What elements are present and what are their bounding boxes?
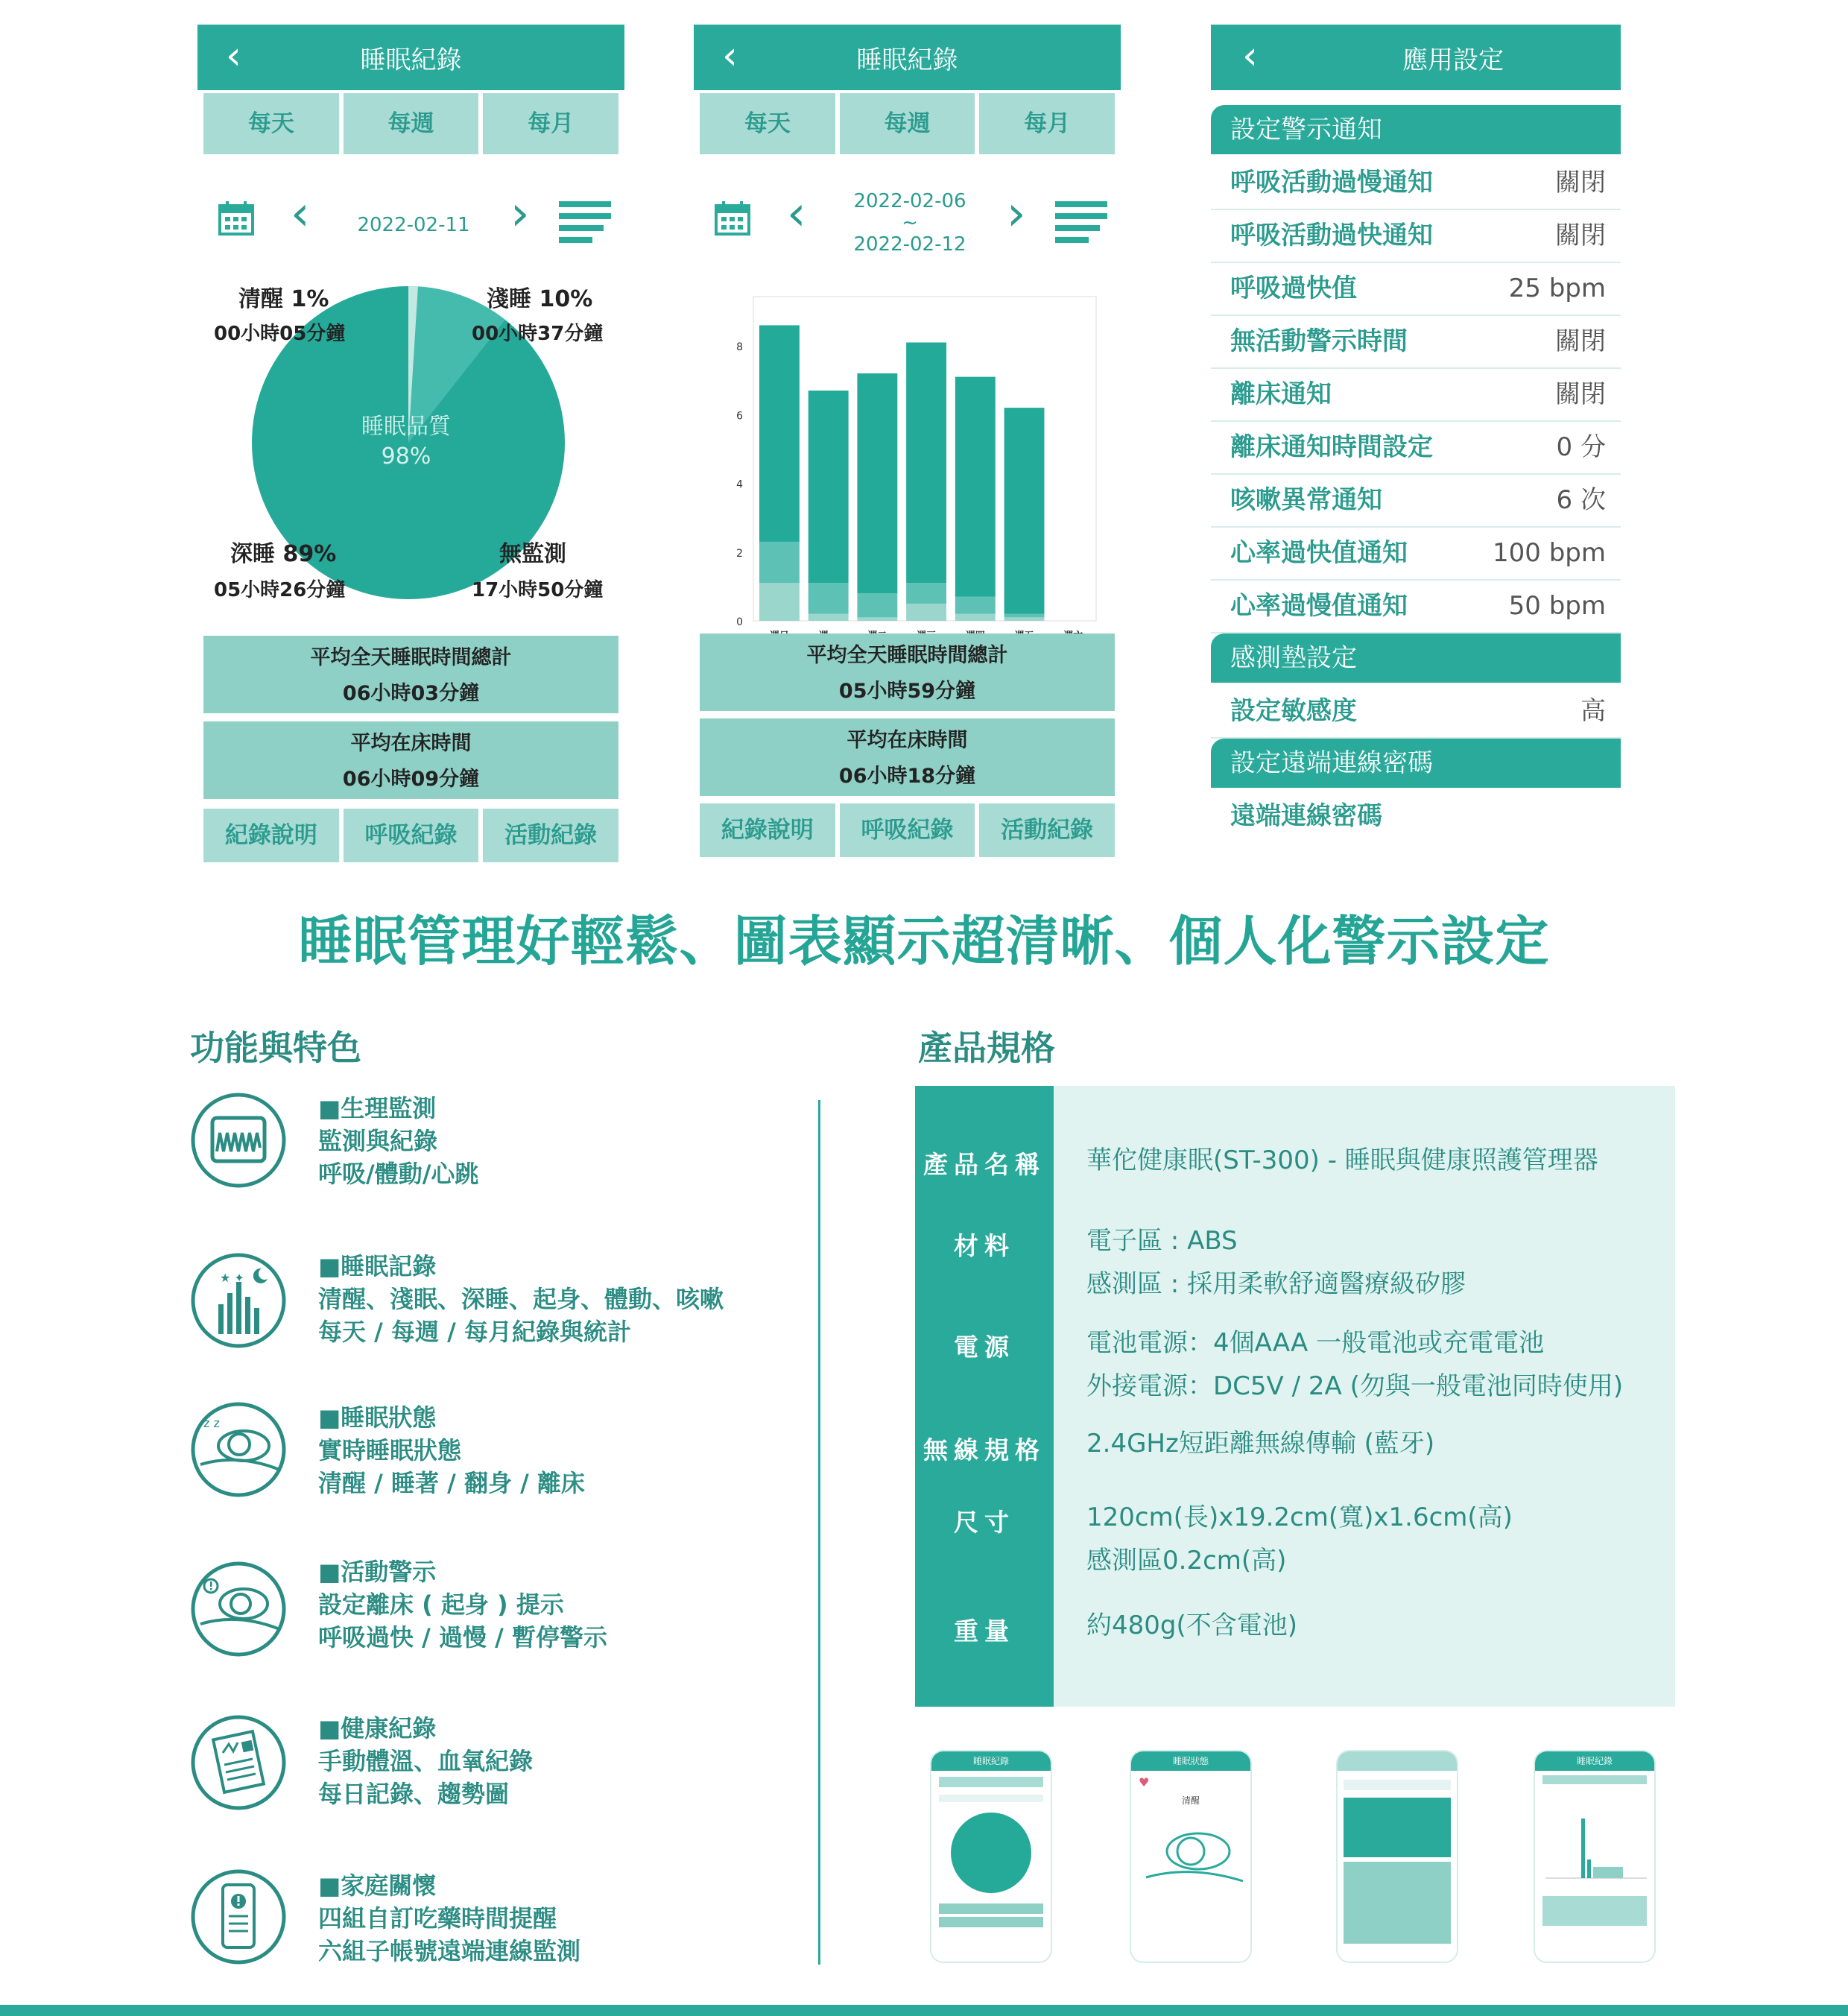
waveform-monitor-icon [190, 1092, 287, 1189]
tab-activity-record[interactable]: 活動紀錄 [979, 803, 1115, 857]
spec-line: 電池電源：4個AAA 一般電池或充電電池 [1086, 1328, 1545, 1358]
bar-segment [906, 583, 946, 604]
date-range [820, 189, 999, 256]
bar-segment [955, 614, 996, 621]
tab-daily[interactable]: 每天 [203, 93, 339, 154]
y-tick-label: 0 [736, 616, 743, 628]
status-text: 清醒 [1181, 1795, 1200, 1806]
avg-sleep-value: 05小時59分鐘 [838, 680, 976, 703]
setting-row[interactable] [1211, 315, 1621, 369]
date-to: 2022-02-12 [853, 233, 966, 256]
feature-line: 呼吸/體動/心跳 [318, 1160, 479, 1188]
spec-value [1086, 1422, 1434, 1465]
spec-label: 重量 [954, 1617, 1015, 1646]
svg-text:z z: z z [203, 1416, 220, 1430]
list-menu-icon[interactable] [559, 200, 611, 244]
setting-label: 咳嗽異常通知 [1230, 485, 1382, 515]
no-monitor-time: 17小時50分鐘 [472, 579, 604, 601]
bar-segment [808, 614, 849, 621]
app-settings-screen [1211, 25, 1621, 863]
bar-segment [857, 373, 897, 593]
thumbnail-title [1338, 1751, 1457, 1771]
thumbnail-sleep-record [931, 1751, 1051, 1962]
setting-value: 50 bpm [1508, 591, 1606, 621]
feature-line: 六組子帳號遠端連線監測 [318, 1937, 581, 1965]
setting-label: 離床通知時間設定 [1230, 432, 1433, 462]
avg-sleep-panel [700, 633, 1115, 711]
sleeping-person-illustration [1131, 1807, 1250, 1911]
phone-alert-icon [190, 1868, 287, 1965]
avg-sleep-title: 平均全天睡眠時間總計 [310, 646, 512, 669]
avg-sleep-title: 平均全天睡眠時間總計 [806, 644, 1008, 667]
title-bar [197, 25, 624, 90]
setting-value: 關閉 [1555, 326, 1606, 356]
thumbnail-title: 睡眠紀錄 [1535, 1751, 1654, 1771]
feature-item [318, 1401, 585, 1500]
setting-label: 設定敏感度 [1230, 696, 1357, 726]
awake-time: 00小時05分鐘 [214, 323, 346, 345]
feature-line: 設定離床 ( 起身 ) 提示 [318, 1590, 564, 1619]
setting-value: 100 bpm [1493, 538, 1606, 568]
light-label: 淺睡 10% [487, 286, 593, 312]
bar-segment [1004, 408, 1045, 614]
spec-value [1086, 1604, 1297, 1647]
bar-segment [808, 583, 849, 614]
bar-segment [1004, 614, 1045, 618]
thumbnail-breathing-chart [1535, 1751, 1654, 1962]
section-divider [818, 1100, 820, 1965]
setting-row[interactable] [1211, 685, 1621, 739]
feature-line: 監測與紀錄 [318, 1127, 438, 1155]
tab-activity-record[interactable]: 活動紀錄 [483, 809, 618, 862]
spec-line: 約480g(不含電池) [1086, 1611, 1298, 1640]
heart-icon: ♥ [1139, 1775, 1150, 1789]
headline: 睡眠管理好輕鬆、圖表顯示超清晰、個人化警示設定 [298, 910, 1550, 973]
feature-item [318, 1712, 533, 1810]
section-alert-settings: 設定警示通知 [1211, 105, 1621, 154]
setting-value: 高 [1580, 696, 1606, 726]
weekly-sleep-bar-chart [716, 282, 1104, 647]
section-sensor-pad-settings: 感測墊設定 [1211, 633, 1621, 683]
spec-line: 華佗健康眠(ST-300) - 睡眠與健康照護管理器 [1086, 1146, 1598, 1175]
feature-heading: ■睡眠記錄 [318, 1252, 437, 1280]
bar-segment [759, 325, 800, 542]
sleep-record-daily-screen [197, 25, 624, 863]
feature-line: 每天 / 每週 / 每月紀錄與統計 [318, 1318, 631, 1346]
list-menu-icon[interactable] [1055, 200, 1107, 244]
bar-segment [759, 542, 800, 583]
deep-time: 05小時26分鐘 [214, 579, 346, 601]
avg-sleep-value: 06小時03分鐘 [342, 682, 480, 705]
feature-line: 四組自訂吃藥時間提醒 [318, 1904, 557, 1933]
bar-segment [759, 583, 800, 621]
bar-segment [955, 597, 996, 614]
thumbnail-title: 睡眠紀錄 [931, 1751, 1051, 1771]
avg-bed-title: 平均在床時間 [350, 732, 472, 755]
avg-bed-panel [203, 721, 618, 799]
no-monitor-label: 無監測 [499, 541, 566, 567]
spec-value [1086, 1139, 1598, 1182]
setting-value: 25 bpm [1508, 274, 1606, 303]
setting-row[interactable] [1211, 421, 1621, 475]
setting-row[interactable] [1211, 368, 1621, 422]
bar-segment [906, 343, 946, 584]
bar-segment [857, 593, 897, 617]
bottom-tabs [203, 809, 618, 862]
calendar-icon[interactable] [218, 200, 254, 236]
feature-line: 清醒 / 睡著 / 翻身 / 離床 [318, 1469, 585, 1497]
setting-value: 6 次 [1556, 485, 1606, 515]
period-tabs [700, 93, 1115, 154]
back-icon[interactable]: ‹ [226, 34, 241, 78]
feature-item [318, 1092, 478, 1190]
setting-value: 關閉 [1555, 379, 1606, 409]
feature-item [318, 1250, 724, 1348]
avg-bed-value: 06小時09分鐘 [342, 768, 480, 791]
screen-title: 睡眠紀錄 [856, 45, 958, 75]
spec-label: 電源 [954, 1333, 1015, 1362]
prev-week-icon[interactable]: ‹ [787, 186, 806, 241]
footer-band [0, 2005, 1848, 2016]
title-bar [1211, 25, 1621, 90]
next-date-icon[interactable]: › [510, 186, 530, 241]
y-tick-label: 6 [736, 410, 743, 423]
setting-label: 呼吸活動過快通知 [1230, 221, 1433, 250]
feature-heading: ■活動警示 [318, 1558, 437, 1586]
avg-bed-title: 平均在床時間 [847, 729, 968, 752]
specs-title: 產品規格 [918, 1028, 1055, 1068]
setting-row[interactable] [1211, 790, 1621, 842]
pie-center-label: 睡眠品質 [361, 414, 451, 440]
setting-row[interactable] [1211, 262, 1621, 316]
spec-value [1086, 1321, 1623, 1408]
awake-label: 清醒 1% [238, 286, 329, 312]
tab-record-notes[interactable]: 紀錄說明 [203, 809, 339, 862]
setting-row[interactable] [1211, 209, 1621, 263]
y-tick-label: 8 [736, 341, 743, 354]
tab-weekly[interactable]: 每週 [840, 93, 975, 154]
spec-label: 無線規格 [923, 1435, 1045, 1464]
spec-label: 尺寸 [954, 1508, 1015, 1537]
svg-text:★ ✦: ★ ✦ [220, 1271, 244, 1285]
setting-label: 無活動警示時間 [1230, 326, 1408, 356]
screen-title: 應用設定 [1402, 45, 1504, 75]
setting-label: 心率過快值通知 [1230, 538, 1408, 568]
setting-label: 離床通知 [1230, 379, 1332, 409]
setting-row[interactable] [1211, 527, 1621, 581]
date-from: 2022-02-06 [853, 190, 966, 212]
feature-line: 手動體溫、血氧紀錄 [318, 1747, 534, 1775]
avg-bed-panel [700, 718, 1115, 796]
tab-weekly[interactable]: 每週 [344, 93, 479, 154]
bar-segment [1004, 617, 1045, 621]
back-icon[interactable]: ‹ [722, 34, 738, 78]
tab-daily[interactable]: 每天 [700, 93, 835, 154]
back-icon[interactable]: ‹ [1242, 34, 1258, 78]
spec-line: 感測區0.2cm(高) [1086, 1546, 1287, 1576]
date-separator: ~ [902, 212, 918, 234]
tab-monthly[interactable]: 每月 [979, 93, 1115, 154]
tab-breathing-record[interactable]: 呼吸紀錄 [840, 803, 975, 857]
spec-line: 感測區 : 採用柔軟舒適醫療級矽膠 [1086, 1269, 1466, 1299]
health-record-icon [190, 1714, 287, 1811]
setting-row[interactable] [1211, 474, 1621, 528]
spec-value [1086, 1496, 1513, 1582]
setting-label: 呼吸過快值 [1230, 274, 1357, 303]
thumbnail-sleep-status [1131, 1751, 1250, 1962]
light-time: 00小時37分鐘 [472, 323, 604, 345]
feature-line: 清醒、淺眠、深睡、起身、體動、咳嗽 [318, 1285, 724, 1313]
setting-row[interactable] [1211, 580, 1621, 633]
sleeping-person-icon [190, 1401, 287, 1498]
section-remote-password: 設定遠端連線密碼 [1211, 739, 1621, 788]
mini-chart [1535, 1789, 1654, 1893]
feature-item [318, 1555, 607, 1654]
spec-label: 材料 [954, 1231, 1015, 1260]
setting-row[interactable] [1211, 157, 1621, 210]
bar-segment [857, 617, 897, 621]
spec-line: 2.4GHz短距離無線傳輸 (藍牙) [1086, 1429, 1435, 1459]
tab-record-notes[interactable]: 紀錄說明 [700, 803, 835, 857]
setting-value: 關閉 [1555, 221, 1606, 250]
feature-heading: ■睡眠狀態 [318, 1403, 437, 1432]
period-tabs [203, 93, 618, 154]
pie-center-value: 98% [381, 443, 431, 470]
setting-label: 遠端連線密碼 [1230, 801, 1382, 831]
next-week-icon[interactable]: › [1007, 186, 1026, 241]
spec-value [1086, 1219, 1466, 1306]
sleep-bar-chart-icon [190, 1252, 287, 1349]
avg-sleep-panel [203, 636, 618, 713]
spec-line: 電子區 : ABS [1086, 1226, 1238, 1256]
feature-heading: ■健康紀錄 [318, 1714, 437, 1742]
setting-value: 關閉 [1555, 168, 1606, 198]
avg-bed-value: 06小時18分鐘 [838, 765, 976, 788]
date-navigator [694, 177, 1121, 274]
tab-breathing-record[interactable]: 呼吸紀錄 [344, 809, 479, 862]
feature-heading: ■生理監測 [318, 1094, 437, 1122]
feature-line: 每日記錄、趨勢圖 [318, 1780, 510, 1808]
setting-label: 呼吸活動過慢通知 [1230, 168, 1433, 198]
bar-segment [955, 377, 996, 597]
prev-date-icon[interactable]: ‹ [291, 186, 310, 241]
spec-label: 產品名稱 [923, 1150, 1045, 1179]
bar-segment [906, 604, 946, 621]
bottom-tabs [700, 803, 1115, 857]
deep-label: 深睡 89% [230, 541, 337, 567]
current-date: 2022-02-11 [357, 214, 470, 236]
tab-monthly[interactable]: 每月 [483, 93, 618, 154]
setting-label: 心率過慢值通知 [1230, 591, 1408, 621]
y-tick-label: 4 [736, 478, 743, 491]
feature-heading: ■家庭關懷 [318, 1871, 437, 1900]
sleep-record-weekly-screen [694, 25, 1121, 863]
thumbnail-daily-table [1338, 1751, 1457, 1962]
thumbnail-title: 睡眠狀態 [1131, 1751, 1250, 1771]
calendar-icon[interactable] [715, 200, 750, 236]
feature-line: 呼吸過快 / 過慢 / 暫停警示 [318, 1623, 607, 1652]
screen-title: 睡眠紀錄 [360, 45, 462, 75]
setting-value: 0 分 [1556, 432, 1606, 462]
feature-line: 實時睡眠狀態 [318, 1436, 462, 1464]
spec-line: 外接電源：DC5V / 2A (勿與一般電池同時使用) [1086, 1371, 1624, 1401]
bar-segment [808, 391, 849, 583]
y-tick-label: 2 [736, 547, 743, 560]
spec-line: 120cm(長)x19.2cm(寬)x1.6cm(高) [1086, 1502, 1513, 1532]
alert-person-icon [190, 1561, 287, 1658]
feature-item [318, 1869, 580, 1968]
title-bar [694, 25, 1121, 90]
features-title: 功能與特色 [190, 1028, 361, 1068]
date-navigator [197, 177, 624, 274]
